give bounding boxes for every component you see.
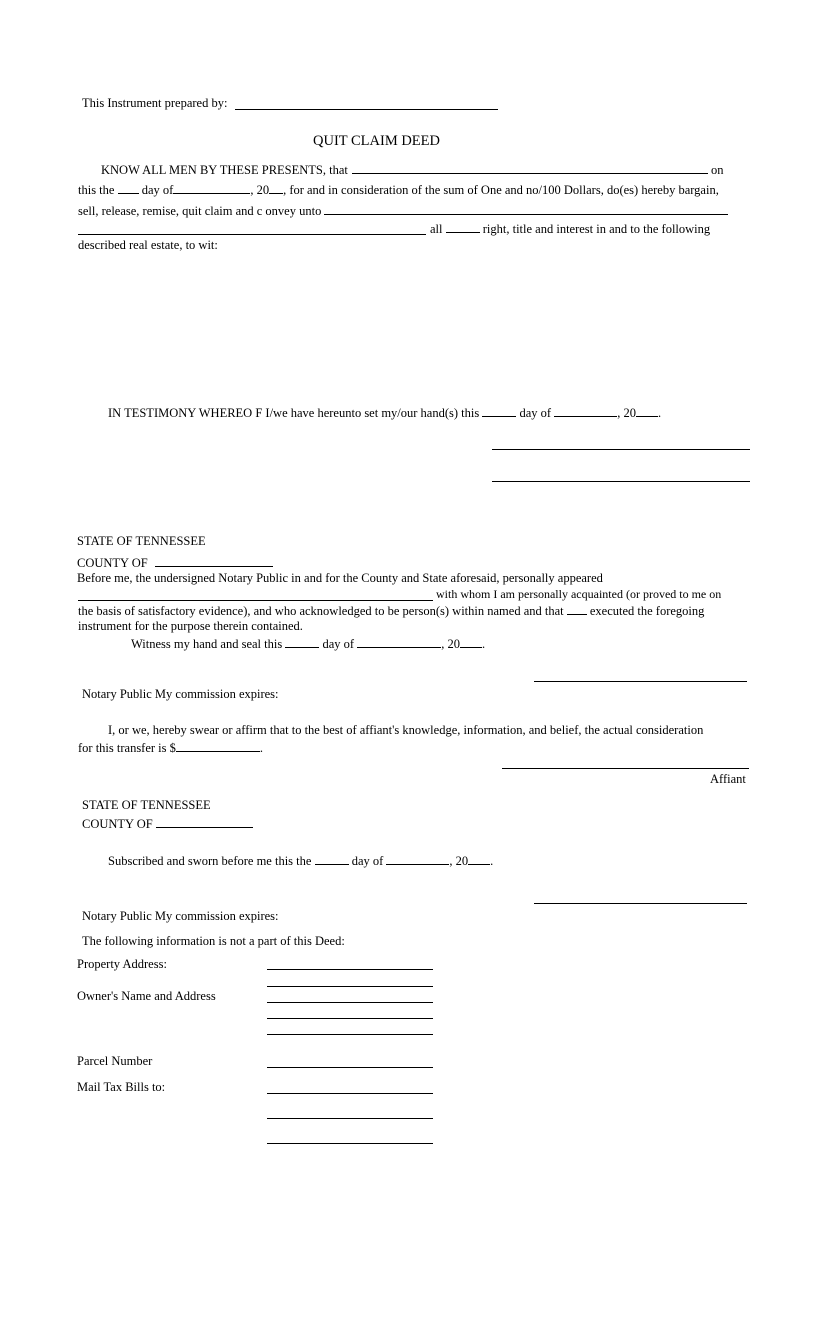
owner-line-3[interactable] bbox=[267, 1034, 433, 1035]
executed-blank[interactable] bbox=[567, 603, 587, 615]
owner-label: Owner's Name and Address bbox=[77, 989, 216, 1003]
notary-intro-line: Before me, the undersigned Notary Public in and for the County and State aforesaid, personally appeared bbox=[77, 571, 603, 585]
subscribed-year-blank[interactable] bbox=[468, 853, 490, 865]
grantee-continuation-line[interactable] bbox=[78, 234, 426, 235]
consideration-amount-blank[interactable] bbox=[176, 740, 260, 752]
county-label-1: COUNTY OF bbox=[77, 555, 273, 571]
notary-signature-line-1[interactable] bbox=[534, 681, 747, 682]
testimony-month-blank[interactable] bbox=[554, 405, 617, 417]
prepared-by-line[interactable] bbox=[235, 109, 498, 110]
purpose-line: instrument for the purpose therein contained. bbox=[78, 619, 303, 633]
owner-line-1[interactable] bbox=[267, 1002, 433, 1003]
owner-line-2[interactable] bbox=[267, 1018, 433, 1019]
evidence-line: the basis of satisfactory evidence), and who acknowledged to be person(s) within named and that executed the foregoing bbox=[78, 604, 705, 618]
notary-commission-2: Notary Public My commission expires: bbox=[82, 909, 279, 923]
grantee-blank[interactable] bbox=[324, 203, 728, 215]
subscribed-day-blank[interactable] bbox=[315, 853, 349, 865]
subscribed-line: Subscribed and sworn before me this the day of , 20 . bbox=[108, 854, 494, 868]
affidavit-line-1: I, or we, hereby swear or affirm that to the best of affiant's knowledge, information, and belief, the actual consideration bbox=[108, 723, 704, 737]
property-address-line-1[interactable] bbox=[267, 969, 433, 970]
date-consideration-line: this the day of , 20 , for and in consideration of the sum of One and no/100 Dollars, do(es) hereby bargain, bbox=[78, 183, 719, 197]
subscribed-month-blank[interactable] bbox=[386, 853, 449, 865]
property-address-line-2[interactable] bbox=[267, 986, 433, 987]
county-blank-1[interactable] bbox=[155, 555, 273, 567]
signature-line-2[interactable] bbox=[492, 481, 750, 482]
info-heading: The following information is not a part of this Deed: bbox=[82, 934, 345, 948]
affiant-label: Affiant bbox=[710, 772, 746, 786]
prepared-by-label: This Instrument prepared by: bbox=[82, 96, 228, 110]
page-title: QUIT CLAIM DEED bbox=[313, 133, 440, 149]
acquainted-line: with whom I am personally acquainted (or proved to me on bbox=[436, 587, 722, 601]
notary-signature-line-2[interactable] bbox=[534, 903, 747, 904]
parcel-line[interactable] bbox=[267, 1067, 433, 1068]
witness-year-blank[interactable] bbox=[460, 636, 482, 648]
witness-line: Witness my hand and seal this day of , 20 . bbox=[131, 637, 486, 651]
interest-line: all right, title and interest in and to the following bbox=[430, 222, 711, 236]
notary-commission-1: Notary Public My commission expires: bbox=[82, 687, 279, 701]
grantor-line: KNOW ALL MEN BY THESE PRESENTS, that on bbox=[101, 163, 724, 177]
testimony-day-blank[interactable] bbox=[482, 405, 516, 417]
witness-day-blank[interactable] bbox=[285, 636, 319, 648]
convey-line: sell, release, remise, quit claim and c onvey unto bbox=[78, 203, 728, 219]
month-blank[interactable] bbox=[173, 182, 250, 194]
parcel-label: Parcel Number bbox=[77, 1054, 153, 1068]
testimony-year-blank[interactable] bbox=[636, 405, 658, 417]
year-blank[interactable] bbox=[269, 182, 283, 194]
grantor-blank[interactable] bbox=[352, 162, 708, 174]
county-blank-2[interactable] bbox=[156, 816, 253, 828]
day-blank[interactable] bbox=[118, 182, 139, 194]
appeared-name-line[interactable] bbox=[78, 600, 433, 601]
affiant-signature-line[interactable] bbox=[502, 768, 749, 769]
mail-line-3[interactable] bbox=[267, 1143, 433, 1144]
testimony-line: IN TESTIMONY WHEREO F I/we have hereunto set my/our hand(s) this day of , 20 . bbox=[108, 406, 662, 420]
interest-blank[interactable] bbox=[446, 221, 480, 233]
mail-line-2[interactable] bbox=[267, 1118, 433, 1119]
real-estate-label: described real estate, to wit: bbox=[78, 238, 218, 252]
state-label-2: STATE OF TENNESSEE bbox=[82, 798, 211, 812]
affidavit-line-2: for this transfer is $ . bbox=[78, 741, 264, 755]
county-label-2: COUNTY OF bbox=[82, 816, 253, 832]
state-label-1: STATE OF TENNESSEE bbox=[77, 534, 206, 548]
mail-label: Mail Tax Bills to: bbox=[77, 1080, 166, 1094]
witness-month-blank[interactable] bbox=[357, 636, 441, 648]
mail-line-1[interactable] bbox=[267, 1093, 433, 1094]
signature-line-1[interactable] bbox=[492, 449, 750, 450]
property-address-label: Property Address: bbox=[77, 957, 167, 971]
